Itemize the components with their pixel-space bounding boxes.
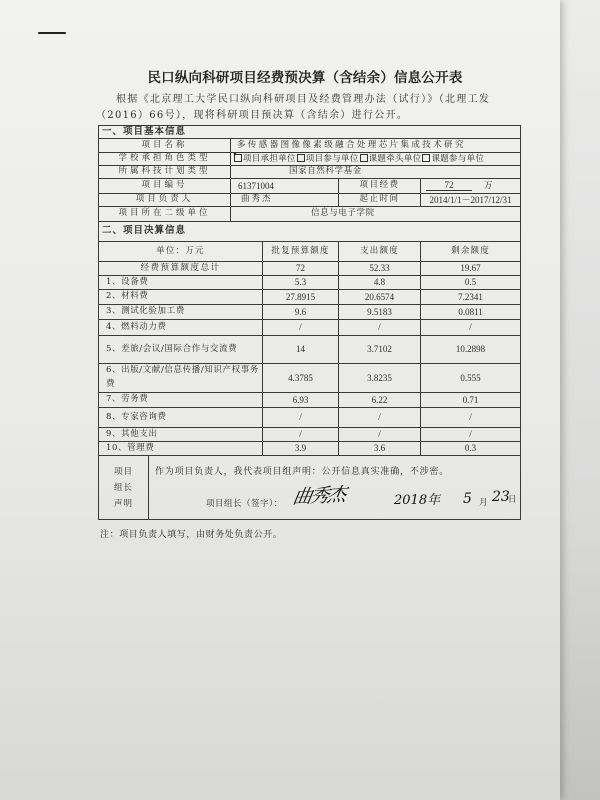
budget-approved-value: 4.3785 [263,364,339,393]
budget-row [99,305,521,320]
role-type-options [231,153,521,166]
signature-label: 项目组长（签字）： [206,499,283,509]
budget-item-label: 1、设备费 [99,276,263,290]
budget-row [99,290,521,305]
project-name-label: 项目名称 [99,139,231,153]
checkbox-icon [360,154,368,162]
column-header-unit: 单位：万元 [99,242,263,262]
project-leader-row [99,194,521,207]
budget-remaining-value: 0.71 [421,393,521,408]
budget-remaining-value: / [421,428,521,442]
column-header-remaining: 剩余额度 [421,242,521,262]
budget-item-label: 6、出版/文献/信息传播/知识产权事务费 [99,364,263,393]
section-basic-info-heading: 一、项目基本信息 [99,126,521,139]
checkbox-icon [422,154,430,162]
column-header-spent: 支出额度 [339,242,421,262]
department-row [99,207,521,222]
date-day-unit: 日 [508,495,517,505]
budget-item-label: 5、差旅/会议/国际合作与交流费 [99,336,263,364]
role-option [360,154,422,165]
budget-spent-value: 4.8 [339,276,421,290]
role-option-label: 项目参与单位 [305,153,359,164]
funding-cell [421,179,521,194]
budget-approved-value: 9.6 [263,305,339,320]
budget-spent-value: 20.6574 [339,290,421,305]
budget-remaining-value: 19.67 [421,262,521,276]
budget-spent-value: 52.33 [339,262,421,276]
section-basic-info-row [99,126,521,139]
footnote: 注：项目负责人填写，由财务处负责公开。 [100,530,283,540]
budget-spent-value: 3.8235 [339,364,421,393]
budget-remaining-value: 10.2898 [421,336,521,364]
budget-row-total [99,262,521,276]
role-option [422,154,484,165]
budget-remaining-value: / [421,320,521,336]
intro-line-1: 根据《北京理工大学民口纵向科研项目及经费管理办法（试行）》（北理工发 [116,94,491,105]
project-number-value: 61371004 [231,179,339,194]
document-title: 民口纵向科研项目经费预决算（含结余）信息公开表 [147,70,463,86]
project-leader-label: 项目负责人 [99,194,231,207]
budget-approved-value: 72 [263,262,339,276]
declaration-label-line: 项目 [113,466,133,477]
budget-row [99,336,521,364]
role-type-label: 学校承担角色类型 [99,153,231,166]
checkbox-icon [297,154,305,162]
role-option [234,154,296,165]
section-budget-heading: 二、项目决算信息 [99,222,521,242]
declaration-label-line: 声明 [113,498,133,509]
budget-row [99,276,521,290]
disclosure-table [98,125,521,520]
budget-item-label: 2、材料费 [99,290,263,305]
budget-row [99,393,521,408]
declaration-statement: 作为项目负责人，我代表项目组声明：公开信息真实准确，不涉密。 [155,467,450,477]
funding-label: 项目经费 [339,179,421,194]
budget-item-label: 3、测试化验加工费 [99,305,263,320]
plan-type-label: 所属科技计划类型 [99,166,231,179]
budget-approved-value: 5.3 [263,276,339,290]
period-label: 起止时间 [339,194,421,207]
project-number-label: 项目编号 [99,179,231,194]
plan-type-row [99,166,521,179]
funding-unit: 万 [484,180,493,191]
budget-approved-value: / [263,408,339,428]
declaration-label [99,456,149,520]
declaration-body [149,456,521,520]
date-month-unit: 月 [479,498,488,508]
budget-row [99,408,521,428]
plan-type-value: 国家自然科学基金 [231,166,521,179]
budget-spent-value: 9.5183 [339,305,421,320]
budget-remaining-value: 0.555 [421,364,521,393]
budget-header-row [99,242,521,262]
project-name-value: 多传感器图像像素级融合处理芯片集成技术研究 [231,139,521,153]
budget-row [99,428,521,442]
budget-remaining-value: 0.3 [421,442,521,456]
budget-approved-value: / [263,428,339,442]
budget-item-label: 9、其他支出 [99,428,263,442]
budget-item-label: 10、管理费 [99,442,263,456]
role-option-label: 课题牵头单位 [368,153,422,164]
budget-remaining-value: / [421,408,521,428]
intro-line-2: （2016）66号），现将科研项目预决算（含结余）进行公开。 [96,110,409,121]
role-option-label: 课题参与单位 [431,153,485,164]
budget-remaining-value: 0.5 [421,276,521,290]
budget-approved-value: 6.93 [263,393,339,408]
pen-mark [38,32,66,34]
role-option [297,154,359,165]
budget-remaining-value: 7.2341 [421,290,521,305]
budget-remaining-value: 0.0811 [421,305,521,320]
funding-value: 72 [426,181,472,191]
budget-item-label: 7、劳务费 [99,393,263,408]
budget-item-label: 8、专家咨询费 [99,408,263,428]
department-value: 信息与电子学院 [231,207,521,222]
budget-approved-value: / [263,320,339,336]
column-header-approved: 批复预算额度 [263,242,339,262]
declaration-label-line: 组长 [113,482,133,493]
period-value: 2014/1/1－2017/12/31 [421,194,521,207]
project-number-row [99,179,521,194]
date-year: 2018年 [394,493,441,508]
budget-row [99,320,521,336]
section-budget-row [99,222,521,242]
declaration-row [99,456,521,520]
budget-spent-value: / [339,428,421,442]
role-type-row [99,153,521,166]
budget-spent-value: 3.6 [339,442,421,456]
project-name-row [99,139,521,153]
budget-approved-value: 27.8915 [263,290,339,305]
budget-row [99,364,521,393]
budget-approved-value: 3.9 [263,442,339,456]
handwritten-signature: 曲秀杰 [291,483,347,509]
budget-row [99,442,521,456]
budget-spent-value: / [339,408,421,428]
date-day: 23 [492,489,510,505]
budget-spent-value: 3.7102 [339,336,421,364]
budget-item-label: 4、燃料动力费 [99,320,263,336]
checked-checkbox-icon [234,154,242,162]
role-option-label: 项目承担单位 [243,153,296,164]
department-label: 项目所在二级单位 [99,207,231,222]
budget-spent-value: / [339,320,421,336]
budget-approved-value: 14 [263,336,339,364]
date-month: 5 [463,491,472,507]
budget-spent-value: 6.22 [339,393,421,408]
budget-item-label: 经费预算额度总计 [99,262,263,276]
project-leader-value: 曲秀杰 [231,194,339,207]
